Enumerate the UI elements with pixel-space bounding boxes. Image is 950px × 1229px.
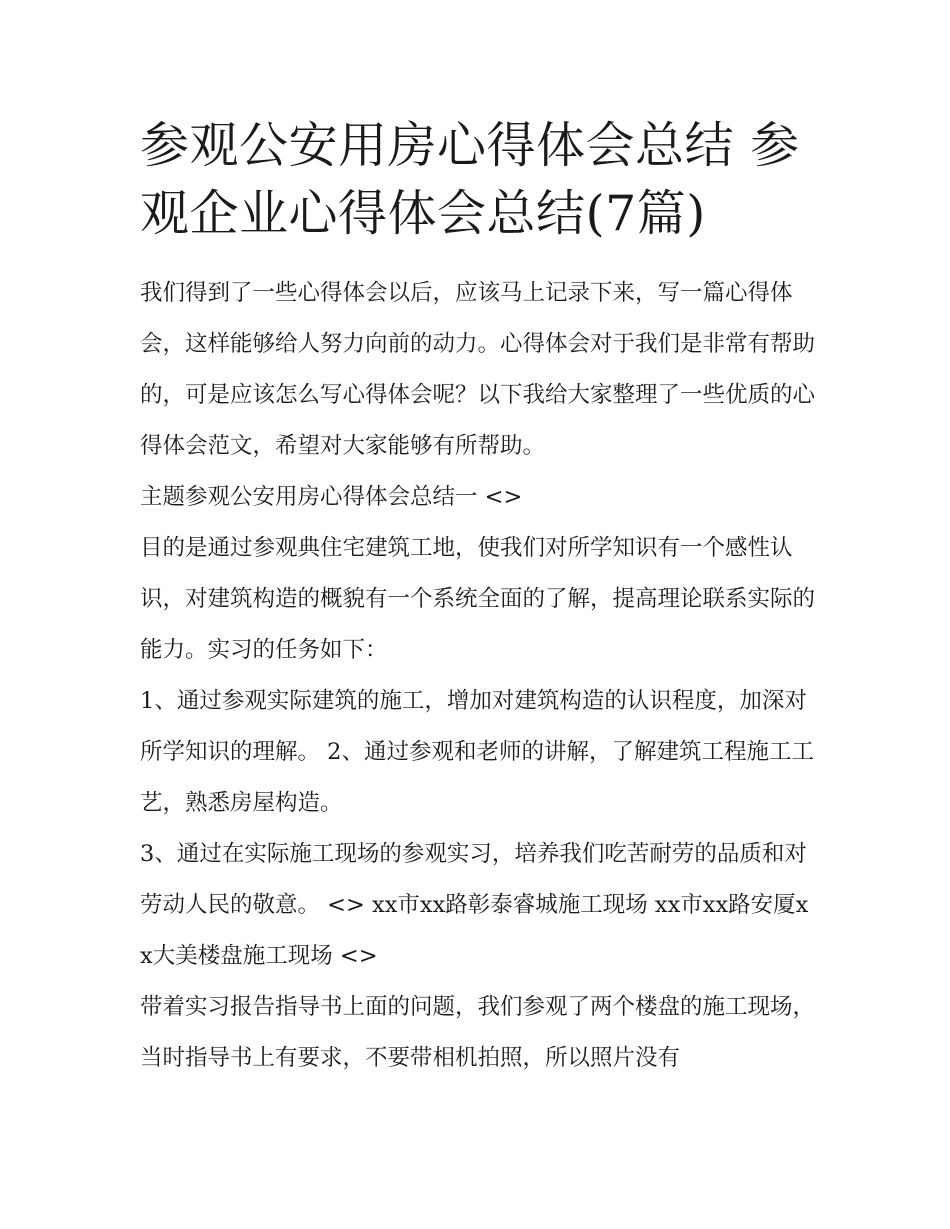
task-item-3: 3、通过在实际施工现场的参观实习，培养我们吃苦耐劳的品质和对劳动人民的敬意。 <> xx市xx路彰泰睿城施工现场 xx市xx路安厦xx大美楼盘施工现场 <> <box>140 841 809 969</box>
intro-paragraph: 我们得到了一些心得体会以后，应该马上记录下来，写一篇心得体会，这样能够给人努力向前的动力。心得体会对于我们是非常有帮助的，可是应该怎么写心得体会呢？以下我给大家整理了一些优质的心得体会范文，希望对大家能够有所帮助。 <box>140 280 816 459</box>
purpose-paragraph: 目的是通过参观典住宅建筑工地，使我们对所学知识有一个感性认识，对建筑构造的概貌有一个系统全面的了解，提高理论联系实际的能力。实习的任务如下： <box>140 535 816 663</box>
document-title: 参观公安用房心得体会总结 参观企业心得体会总结(7篇) <box>140 117 800 242</box>
document-body <box>140 268 820 1084</box>
task-item-1-2: 1、通过参观实际建筑的施工，增加对建筑构造的认识程度，加深对所学知识的理解。 2、通过参观和老师的讲解，了解建筑工程施工工艺，熟悉房屋构造。 <box>140 688 814 816</box>
document-page <box>140 112 820 1084</box>
visit-paragraph: 带着实习报告指导书上面的问题，我们参观了两个楼盘的施工现场，当时指导书上有要求，不要带相机拍照，所以照片没有 <box>140 994 816 1071</box>
section-heading: 主题参观公安用房心得体会总结一 <> <box>140 484 523 510</box>
